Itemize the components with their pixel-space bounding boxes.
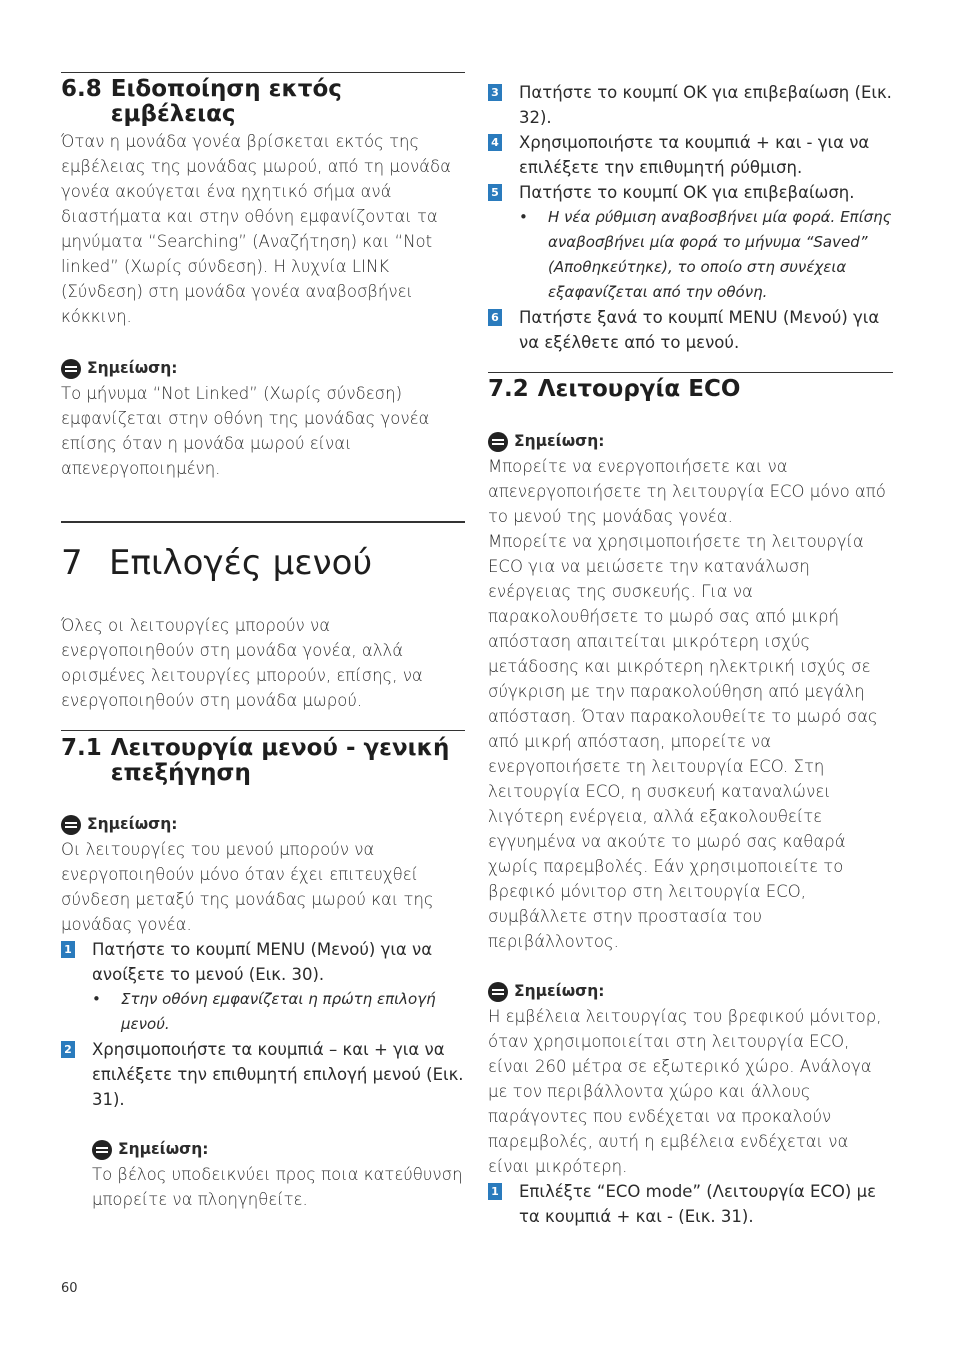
section-divider [61,730,465,731]
section-number: 7.1 [61,735,102,761]
step-number: 6 [488,309,502,326]
section-title: Λειτουργία ECO [537,376,741,402]
bullet-dot: • [92,990,101,1008]
paragraph: Όταν η μονάδα γονέα βρίσκεται εκτός της εμβέλειας της μονάδας μωρού, από τη μονάδα γονέα ακούγεται ένα ηχητικό σήμα ανά διαστήματα και στην οθόνη εμφανίζονται τα μηνύματα “Searching” (Αναζήτηση) και “Not linked” (Χωρίς σύνδεση). Η λυχνία LINK (Σύνδεση) στη μονάδα γονέα αναβοσβήνει κόκκινη. [61,132,452,326]
note-text: Μπορείτε να ενεργοποιήσετε και να απενεργοποιήσετε τη λειτουργία ECO μόνο από το μενού της μονάδας γονέα. [488,457,886,526]
note-heading [61,356,465,381]
step-6 [488,305,893,355]
bullet-dot: • [519,208,528,226]
step-number: 4 [488,134,502,151]
note-label: Σημείωση: [514,982,605,1000]
note-label: Σημείωση: [118,1140,209,1158]
note-icon [488,982,508,1002]
note-icon [92,1140,112,1160]
step-5 [488,180,893,205]
step-text: Πατήστε ξανά το κουμπί MENU (Μενού) για να εξέλθετε από το μενού. [519,308,880,352]
nested-note [61,1137,465,1212]
note-label: Σημείωση: [87,359,178,377]
left-column [61,72,465,1212]
note-icon [61,359,81,379]
section-number: 6.8 [61,76,102,102]
note-text: Οι λειτουργίες του μενού μπορούν να ενεργοποιηθούν μόνο όταν έχει επιτευχθεί σύνδεση μεταξύ της μονάδας μωρού και της μονάδας γονέα. [61,840,434,934]
section-title: Ειδοποίηση εκτός εμβέλειας [110,76,342,127]
note-label: Σημείωση: [87,815,178,833]
bullet-text: Η νέα ρύθμιση αναβοσβήνει μία φορά. Επίσης αναβοσβήνει μία φορά το μήνυμα “Saved” (Αποθηκεύτηκε), το οποίο στη συνέχεια εξαφανίζεται από την οθόνη. [548,208,892,301]
note-heading [61,812,465,837]
paragraph: Όλες οι λειτουργίες μπορούν να ενεργοποιηθούν στη μονάδα γονέα, αλλά ορισμένες λειτουργίες μπορούν, επίσης, να ενεργοποιηθούν στη μονάδα μωρού. [61,616,423,710]
step-4 [488,130,893,180]
step-number: 3 [488,84,502,101]
chapter-title: Επιλογές μενού [109,543,373,583]
step-number: 1 [488,1183,502,1200]
step-text: Χρησιμοποιήστε τα κουμπιά + και - για να επιλέξετε την επιθυμητή ρύθμιση. [519,133,870,177]
note-heading [92,1137,465,1162]
step-number: 1 [61,941,75,958]
note-label: Σημείωση: [514,432,605,450]
section-divider [488,372,893,373]
section-divider [61,72,465,73]
bullet-text: Στην οθόνη εμφανίζεται η πρώτη επιλογή μενού. [121,990,436,1033]
note-icon [488,432,508,452]
section-heading-7-1 [61,736,465,786]
step-text: Πατήστε το κουμπί OK για επιβεβαίωση (Εικ. 32). [519,83,892,127]
bullet-item [61,987,465,1037]
note-text: Η εμβέλεια λειτουργίας του βρεφικού μόνιτορ, όταν χρησιμοποιείται στη λειτουργία ECO, είναι 260 μέτρα σε εξωτερικό χώρο. Ανάλογα με τον περιβάλλοντα χώρο και άλλους παράγοντες που ενδέχεται να προκαλούν παρεμβολές, αυτή η εμβέλεια ενδέχεται να είναι μικρότερη. [488,1007,882,1176]
section-heading-7-2 [488,377,893,402]
note-icon [61,815,81,835]
chapter-heading [61,543,465,583]
chapter-number: 7 [61,543,83,583]
note-heading [488,979,893,1004]
step-1 [61,937,465,987]
section-heading-6-8 [61,77,465,127]
step-number: 5 [488,184,502,201]
section-number: 7.2 [488,376,529,402]
step-text: Επιλέξτε “ECO mode” (Λειτουργία ECO) με τα κουμπιά + και - (Εικ. 31). [519,1182,877,1226]
step-number: 2 [61,1041,75,1058]
chapter-divider [61,521,465,523]
note-text: Το βέλος υποδεικνύει προς ποια κατεύθυνση μπορείτε να πλοηγηθείτε. [92,1165,463,1209]
step-3 [488,80,893,130]
section-title: Λειτουργία μενού - γενική επεξήγηση [110,735,450,786]
note-heading [488,429,893,454]
step-text: Πατήστε το κουμπί OK για επιβεβαίωση. [519,183,855,202]
step-text: Πατήστε το κουμπί MENU (Μενού) για να ανοίξετε το μενού (Εικ. 30). [92,940,433,984]
step-text: Χρησιμοποιήστε τα κουμπιά – και + για να επιλέξετε την επιθυμητή επιλογή μενού (Εικ. 31). [92,1040,464,1109]
note-text: Το μήνυμα “Not Linked” (Χωρίς σύνδεση) εμφανίζεται στην οθόνη της μονάδας γονέα επίσης όταν η μονάδα μωρού είναι απενεργοποιημένη. [61,384,430,478]
page-number: 60 [61,1281,78,1296]
step-1 [488,1179,893,1229]
paragraph: Μπορείτε να χρησιμοποιήσετε τη λειτουργία ECO για να μειώσετε την κατανάλωση ενέργειας της συσκευής. Για να παρακολουθήσετε το μωρό σας από μικρή απόσταση απαιτείται μικρότερη ισχύς μετάδοσης και μικρότερη ηλεκτρική ισχύς σε σύγκριση με την παρακολούθηση από μεγάλη απόσταση. Όταν παρακολουθείτε το μωρό σας από μικρή απόσταση, μπορείτε να ενεργοποιήσετε τη λειτουργία ECO. Στη λειτουργία ECO, η συσκευή καταναλώνει λιγότερη ενέργεια, αλλά εξακολουθείτε εγγυημένα να ακούτε το μωρό σας καθαρά χωρίς παρεμβολές. Εάν χρησιμοποιείτε το βρεφικό μόνιτορ στη λειτουργία ECO, συμβάλλετε στην προστασία του περιβάλλοντος. [488,532,878,951]
step-2 [61,1037,465,1112]
bullet-item [488,205,893,305]
right-column [488,80,893,1229]
